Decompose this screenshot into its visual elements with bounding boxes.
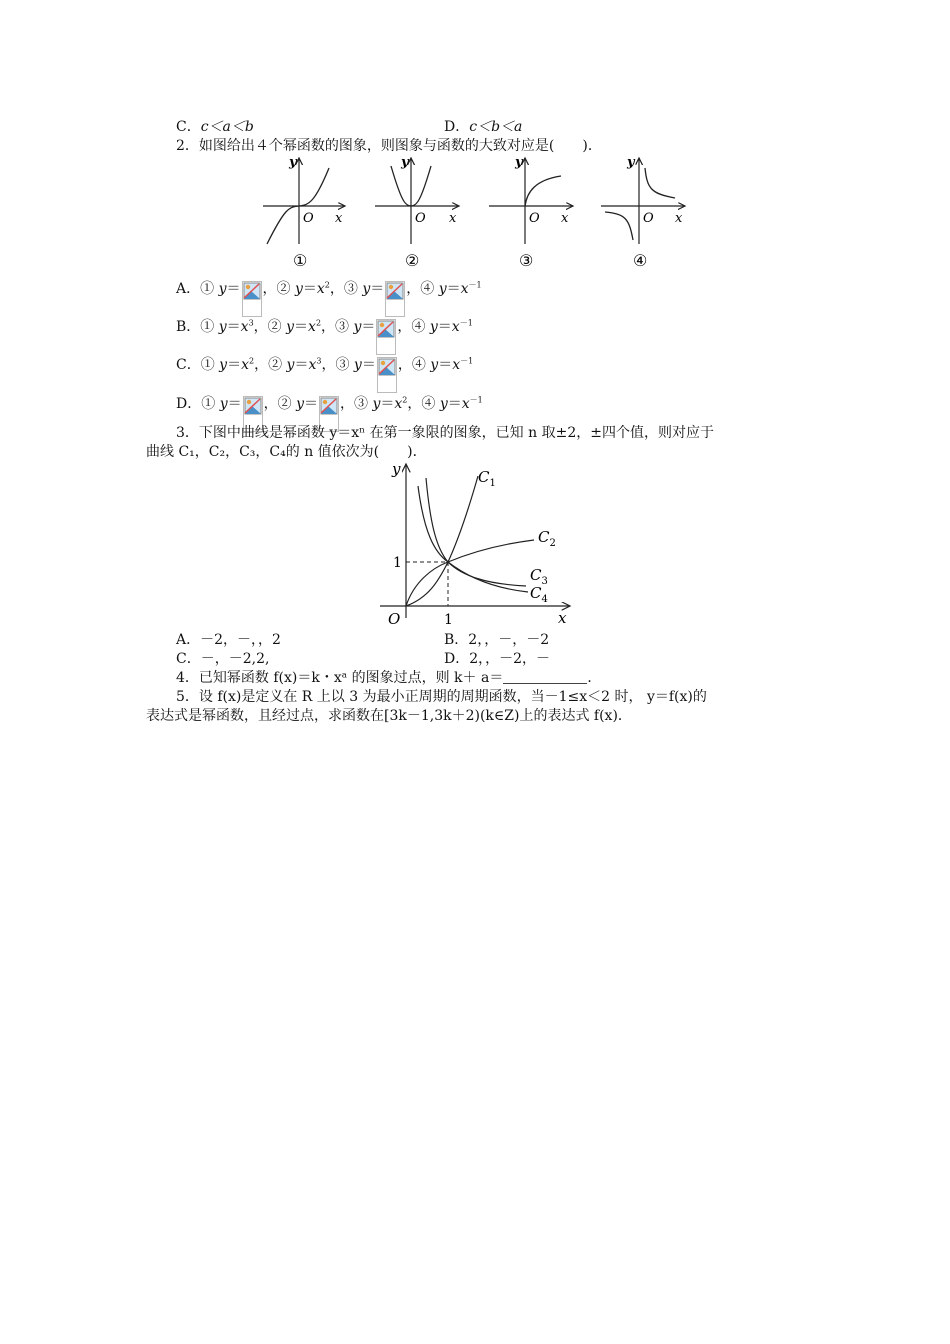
q3-label-c4: $C_4$ xyxy=(530,584,548,605)
q2-graph-2-o: O xyxy=(415,211,426,226)
q2-graph-1-y: y xyxy=(289,155,297,170)
q2-stem: 2．如图给出４个幂函数的图象，则图象与函数的大致对应是( )． xyxy=(176,138,602,154)
q3-option-c: C．－，－2,2, xyxy=(176,651,270,667)
q2-graph-4-o: O xyxy=(643,211,654,226)
q2-graph-4-x: x xyxy=(675,211,683,226)
q3-option-a: A．－2，－，，2 xyxy=(176,632,281,648)
q3-option-d: D．2，，－2，－ xyxy=(444,651,551,667)
q2-graph-3-o: O xyxy=(529,211,540,226)
q2-graph-3-y: y xyxy=(515,155,523,170)
q3-stem-line1: 3．下图中曲线是幂函数 y＝xⁿ 在第一象限的图象，已知 n 取±2，±四个值，则对应于 xyxy=(176,425,714,441)
broken-image-icon xyxy=(242,281,262,317)
q3-stem-line2: 曲线 C₁，C₂，C₃，C₄的 n 值依次为( )． xyxy=(146,444,427,460)
q3-tick-y-1: 1 xyxy=(393,555,402,571)
q1-option-d: D．c＜b＜a xyxy=(444,119,523,135)
q2-graphs-figure xyxy=(255,152,700,270)
q2-graph-2-y: y xyxy=(401,155,409,170)
q3-label-c3: $C_3$ xyxy=(530,566,548,587)
broken-image-icon xyxy=(385,281,405,317)
q2-graph-2 xyxy=(375,155,459,270)
q2-graph-3 xyxy=(489,155,573,270)
q1-option-c: C．c＜a＜b xyxy=(176,119,254,135)
q3-axis-x: x xyxy=(558,609,567,627)
q2-graph-1-o: O xyxy=(303,211,314,226)
q2-option-a: A．① y＝ ，② $y=x^2$，③ y＝ ，④ $y=x^{-1}$ xyxy=(176,281,482,317)
q2-graph-1-x: x xyxy=(335,211,343,226)
q2-option-b: B．① $y=x^3$，② $y=x^2$，③ y＝ ，④ $y=x^{-1}$ xyxy=(176,319,473,355)
q3-axis-y: y xyxy=(392,460,401,478)
q5-stem-line2: 表达式是幂函数，且经过点，求函数在[3k－1,3k＋2)(k∈Z)上的表达式 f(x)． xyxy=(146,708,632,724)
q3-option-b: B．2，，－，－2 xyxy=(444,632,550,648)
q3-figure xyxy=(376,458,576,628)
q4-answer-blank xyxy=(503,671,587,684)
q2-option-d: D．① y＝ ，② y＝ ，③ $y=x^2$，④ $y=x^{-1}$ xyxy=(176,396,483,432)
q3-label-c2: $C_2$ xyxy=(538,528,556,549)
q3-tick-x-1: 1 xyxy=(444,612,453,628)
q2-graph-4 xyxy=(601,155,685,270)
q3-label-c1: $C_1$ xyxy=(478,468,496,489)
q2-graph-1-label: ① xyxy=(293,251,308,270)
q2-graph-4-y: y xyxy=(627,155,635,170)
q2-option-c: C．① $y=x^2$，② $y=x^3$，③ y＝ ，④ $y=x^{-1}$ xyxy=(176,357,473,393)
q5-stem-line1: 5．设 f(x)是定义在 R 上以 3 为最小正周期的周期函数，当－1≤x＜2 时， y＝f(x)的 xyxy=(176,689,707,705)
q3-origin: O xyxy=(388,610,401,628)
q2-graph-2-x: x xyxy=(449,211,457,226)
q2-graph-3-x: x xyxy=(561,211,569,226)
q4-stem: 4．已知幂函数 f(x)＝k・xᵃ 的图象过点，则 k＋ a＝ ． xyxy=(176,670,602,686)
broken-image-icon xyxy=(377,357,397,393)
q2-graph-1 xyxy=(263,155,345,270)
q2-graph-2-label: ② xyxy=(405,251,420,270)
broken-image-icon xyxy=(376,319,396,355)
q2-graph-4-label: ④ xyxy=(633,251,648,270)
q2-graph-3-label: ③ xyxy=(519,251,534,270)
